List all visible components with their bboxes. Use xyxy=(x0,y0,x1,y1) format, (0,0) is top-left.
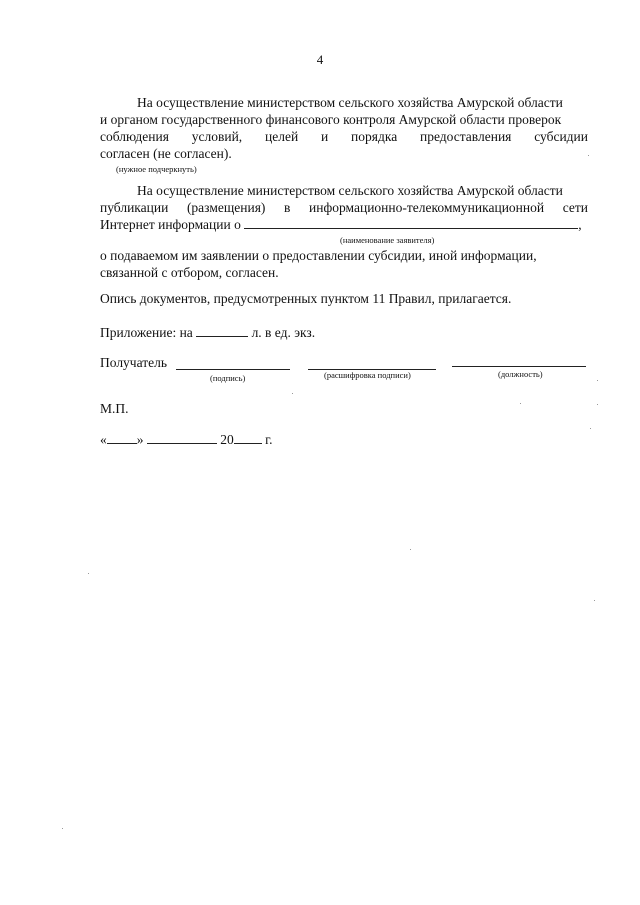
applicant-name-blank[interactable] xyxy=(244,217,578,229)
scan-speck xyxy=(292,393,293,394)
scan-speck xyxy=(410,549,411,550)
para2-line4: о подаваемом им заявлении о предоставлении субсидии, иной информации, xyxy=(100,248,537,263)
scan-speck xyxy=(62,828,63,829)
word: субсидии xyxy=(534,129,588,144)
para2-line5: связанной с отбором, согласен. xyxy=(100,265,279,280)
signature-hint: (подпись) xyxy=(210,373,246,383)
para1-line4: согласен (не согласен). xyxy=(100,146,232,161)
word: в xyxy=(284,200,291,215)
year-blank[interactable] xyxy=(234,432,262,444)
word: информационно-телекоммуникационной xyxy=(309,200,545,215)
word: условий, xyxy=(191,129,243,144)
month-blank[interactable] xyxy=(147,432,217,444)
recipient-label: Получатель xyxy=(100,355,168,370)
para2-hint: (наименование заявителя) xyxy=(340,235,435,245)
scan-speck xyxy=(88,573,89,574)
scan-speck xyxy=(597,404,598,405)
signature-decoding-hint: (расшифровка подписи) xyxy=(324,370,411,380)
attachment-suffix: л. в ед. экз. xyxy=(251,325,316,340)
para1-line1: На осуществление министерством сельского хозяйства Амурской области xyxy=(137,95,563,110)
para1-line3 xyxy=(100,129,588,145)
signature-line[interactable] xyxy=(176,369,290,370)
position-line[interactable] xyxy=(452,366,586,367)
attachment-prefix: Приложение: на xyxy=(100,325,193,340)
word: (размещения) xyxy=(186,200,266,215)
word: сети xyxy=(562,200,589,215)
year-suffix: г. xyxy=(265,432,273,447)
page-number: 4 xyxy=(316,52,324,67)
word: публикации xyxy=(100,200,169,215)
stamp-place: М.П. xyxy=(100,401,129,416)
para1-hint: (нужное подчеркнуть) xyxy=(116,164,197,174)
date-close-quote: » xyxy=(136,432,144,447)
word: и xyxy=(320,129,329,144)
day-blank[interactable] xyxy=(107,432,137,444)
para2-line3-prefix: Интернет информации о xyxy=(100,217,241,232)
scan-speck xyxy=(590,428,591,429)
sheets-count-blank[interactable] xyxy=(196,325,248,337)
scan-speck xyxy=(520,403,521,404)
scan-speck xyxy=(588,155,589,156)
date-open-quote: « xyxy=(100,432,107,447)
date-line xyxy=(100,432,273,448)
word: предоставления xyxy=(420,129,512,144)
year-prefix: 20 xyxy=(220,432,234,447)
position-hint: (должность) xyxy=(498,369,543,379)
para1-line2: и органом государственного финансового контроля Амурской области проверок xyxy=(100,112,562,127)
scan-speck xyxy=(597,380,598,381)
attachment-line xyxy=(100,325,315,341)
para2-line1: На осуществление министерством сельского хозяйства Амурской области xyxy=(137,183,563,198)
para2-line3-suffix: , xyxy=(578,217,582,232)
word: соблюдения xyxy=(100,129,169,144)
inventory-line: Опись документов, предусмотренных пунктом 11 Правил, прилагается. xyxy=(100,291,512,306)
word: целей xyxy=(265,129,299,144)
word: порядка xyxy=(351,129,398,144)
para2-line2 xyxy=(100,200,588,216)
para2-line3 xyxy=(100,217,582,233)
scan-speck xyxy=(594,600,595,601)
